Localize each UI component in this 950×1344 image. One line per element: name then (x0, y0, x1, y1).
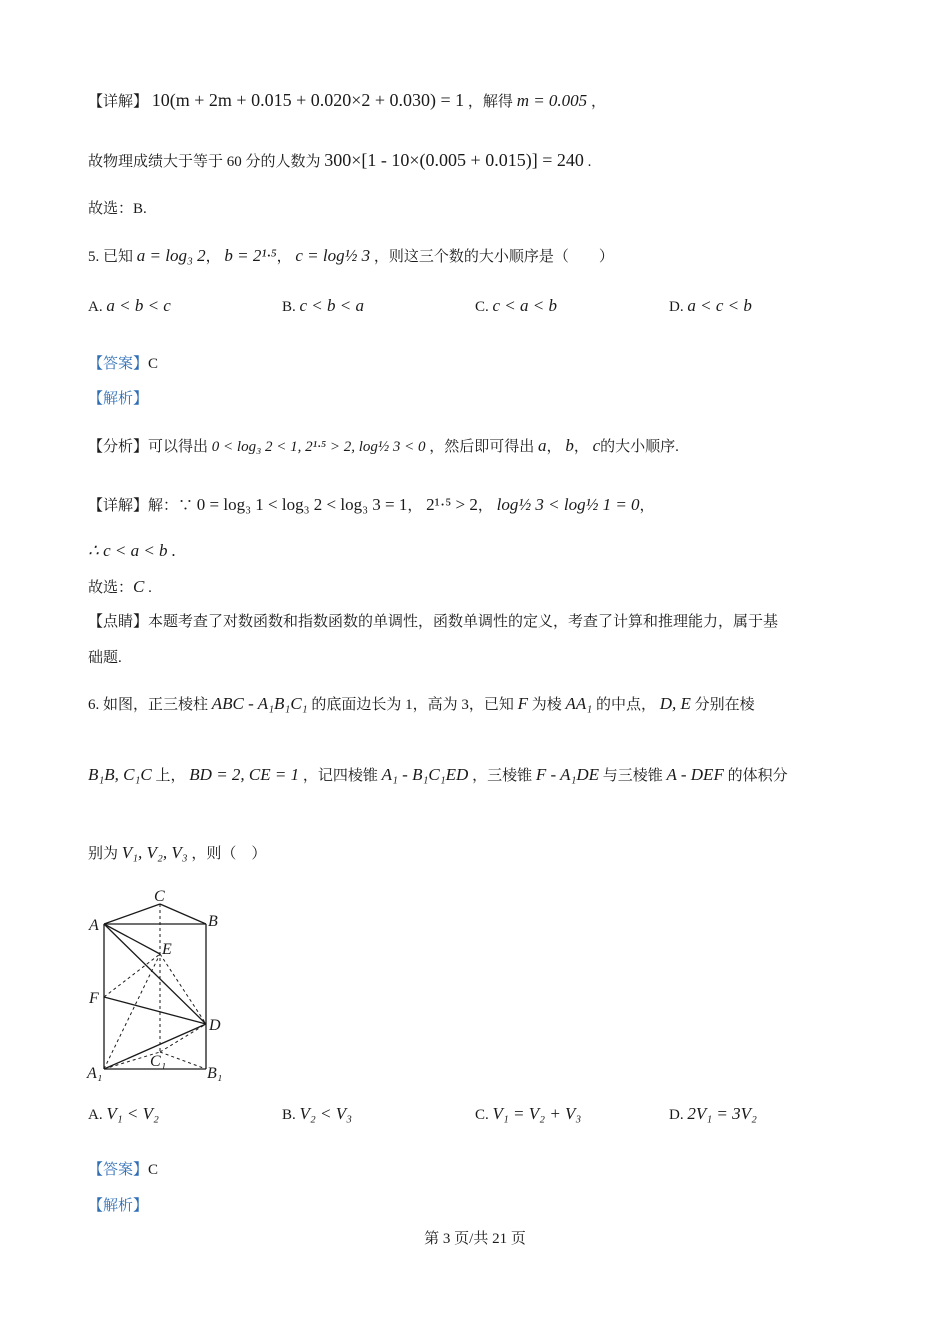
pyramid-2: F - A₁DE (535, 765, 600, 784)
option-expr: 2V₁ = 3V₂ (687, 1104, 757, 1123)
pyramid-1: A₁ - B₁C₁ED (381, 765, 469, 784)
q5-dianjing-cont: 础题. (88, 650, 122, 666)
text: 为棱 (531, 697, 562, 713)
text: 解：∵ (148, 498, 194, 514)
edge-a1e (104, 954, 160, 1069)
label-a1: A₁ (87, 1065, 103, 1082)
equation: 2¹·⁵ > 2 (426, 495, 478, 514)
answer-tag: 【答案】 (88, 1162, 149, 1178)
label-a: A (89, 917, 99, 934)
text: 别为 (88, 846, 119, 862)
q5-option-b (282, 296, 364, 316)
text: ， (590, 94, 606, 110)
points-de: D, E (659, 694, 691, 713)
answer-tag: 【答案】 (88, 356, 149, 372)
option-expr: a < b < c (106, 296, 171, 315)
q6-stem-line3 (88, 843, 266, 864)
q5-choose: 故选：C . (88, 577, 152, 596)
option-expr: V₁ < V₂ (106, 1104, 159, 1123)
equation: 0 < log₃ 2 < 1, 2¹·⁵ > 2, log½ 3 < 0 (211, 439, 426, 455)
q6-stem-line2 (88, 765, 788, 786)
text: ，然后即可得出 (429, 439, 535, 455)
label-c1: C₁ (150, 1053, 167, 1070)
option-label: B. (282, 299, 296, 315)
edge-c1d (160, 1024, 206, 1052)
text: 本题考查了对数函数和指数函数的单调性，函数单调性的定义，考查了计算和推理能力，属于基 (148, 614, 779, 630)
var-b: b (565, 436, 574, 455)
q5-stem: 5. 已知 a = log₃ 2， b = 2¹·⁵， c = log½ 3 ，则这三个数的大小顺序是（ ） (88, 246, 614, 265)
q6-option-c (475, 1104, 581, 1124)
option-label: B. (282, 1107, 296, 1123)
edge-aa1: AA₁ (565, 694, 593, 713)
var-c: c (592, 436, 601, 455)
text: 的底面边长为 1，高为 3，已知 (311, 697, 514, 713)
q6-option-a (88, 1104, 159, 1124)
label-b: B (208, 913, 218, 930)
equation: 300×[1 - 10×(0.005 + 0.015)] = 240 (324, 150, 584, 170)
q6-option-d (669, 1104, 757, 1124)
point-f: F (517, 694, 528, 713)
option-label: C. (475, 1107, 489, 1123)
edge-ae (104, 924, 160, 954)
label-c: C (154, 888, 165, 905)
lengths: BD = 2, CE = 1 (189, 765, 300, 784)
q5-dianjing (88, 612, 778, 632)
q4-count-line (88, 150, 591, 172)
option-expr: V₁ = V₂ + V₃ (492, 1104, 582, 1123)
q4-choose: 故选：B. (88, 201, 147, 217)
edge-fe (104, 954, 160, 997)
q6-stem-line1 (88, 694, 755, 715)
option-expr: a < c < b (687, 296, 752, 315)
text: 上， (155, 768, 186, 784)
label-e: E (162, 941, 172, 958)
option-label: D. (669, 299, 684, 315)
prism: ABC - A₁B₁C₁ (211, 694, 308, 713)
text: 5. 已知 (88, 249, 134, 265)
q6-analysis-tag: 【解析】 (88, 1198, 149, 1214)
equation: m = 0.005 (516, 91, 588, 110)
q5-analysis-tag: 【解析】 (88, 391, 149, 407)
choose-value: C (133, 577, 145, 596)
text: 的大小顺序. (600, 439, 679, 455)
pyramid-3: A - DEF (666, 765, 724, 784)
c-definition: c = log½ 3 (295, 246, 371, 265)
label-d: D (209, 1017, 221, 1034)
q5-detail: 【详解】解：∵ 0 = log₃ 1 < log₃ 2 < log₃ 3 = 1， 2¹·⁵ > 2， log½ 3 < log½ 1 = 0， (88, 495, 655, 514)
fenxi-tag: 【分析】 (88, 439, 149, 455)
text: ，则这三个数的大小顺序是（ ） (373, 249, 614, 265)
detail-tag: 【详解】 (88, 94, 149, 110)
text: ，记四棱锥 (302, 768, 378, 784)
equation: log½ 3 < log½ 1 = 0 (496, 495, 640, 514)
edge-ad (104, 924, 206, 1024)
edge-cb (160, 904, 206, 924)
var-a: a (538, 436, 547, 455)
text: ，解得 (467, 94, 513, 110)
edges: B₁B, C₁C (88, 765, 152, 784)
q5-option-c (475, 296, 557, 316)
answer-value: C (148, 1162, 159, 1178)
edge-ac (104, 904, 160, 924)
option-expr: c < a < b (492, 296, 558, 315)
label-f: F (89, 990, 99, 1007)
text: 分别在棱 (694, 697, 755, 713)
q5-answer (88, 354, 158, 374)
q5-option-d (669, 296, 752, 316)
q4-detail-line (88, 90, 606, 112)
equation: 0 = log₃ 1 < log₃ 2 < log₃ 3 = 1 (196, 495, 408, 514)
text: 故物理成绩大于等于 60 分的人数为 (88, 154, 321, 170)
label-b1: B₁ (207, 1065, 223, 1082)
q6-option-b (282, 1104, 352, 1124)
detail-tag: 【详解】 (88, 498, 149, 514)
equation: 10(m + 2m + 0.015 + 0.020×2 + 0.030) = 1 (151, 90, 465, 110)
page-footer: 第 3 页/共 21 页 (424, 1231, 526, 1247)
text: 6. 如图，正三棱柱 (88, 697, 209, 713)
prism-figure (84, 884, 244, 1084)
dianjing-tag: 【点睛】 (88, 614, 149, 630)
text: 可以得出 (148, 439, 209, 455)
text: ，则（ ） (191, 846, 267, 862)
option-label: C. (475, 299, 489, 315)
edge-c1b1 (160, 1052, 206, 1069)
option-label: A. (88, 1107, 103, 1123)
text: ，三棱锥 (472, 768, 533, 784)
option-label: A. (88, 299, 103, 315)
q5-fenxi: 【分析】可以得出 0 < log₃ 2 < 1, 2¹·⁵ > 2, log½ 3 < 0 ，然后即可得出 a， b， c的大小顺序. (88, 436, 679, 455)
answer-value: C (148, 356, 159, 372)
text: 的体积分 (727, 768, 788, 784)
option-label: D. (669, 1107, 684, 1123)
text: . (587, 154, 592, 170)
option-expr: V₂ < V₃ (299, 1104, 353, 1123)
a-definition: a = log₃ 2 (136, 246, 206, 265)
text: 故选： (88, 580, 134, 596)
q6-answer (88, 1160, 158, 1180)
q5-therefore: ∴ c < a < b . (88, 541, 177, 560)
b-definition: b = 2¹·⁵ (224, 246, 277, 265)
volumes: V₁, V₂, V₃ (121, 843, 188, 862)
option-expr: c < b < a (299, 296, 365, 315)
text: 的中点， (595, 697, 656, 713)
q5-option-a (88, 296, 171, 316)
text: 与三棱锥 (602, 768, 663, 784)
